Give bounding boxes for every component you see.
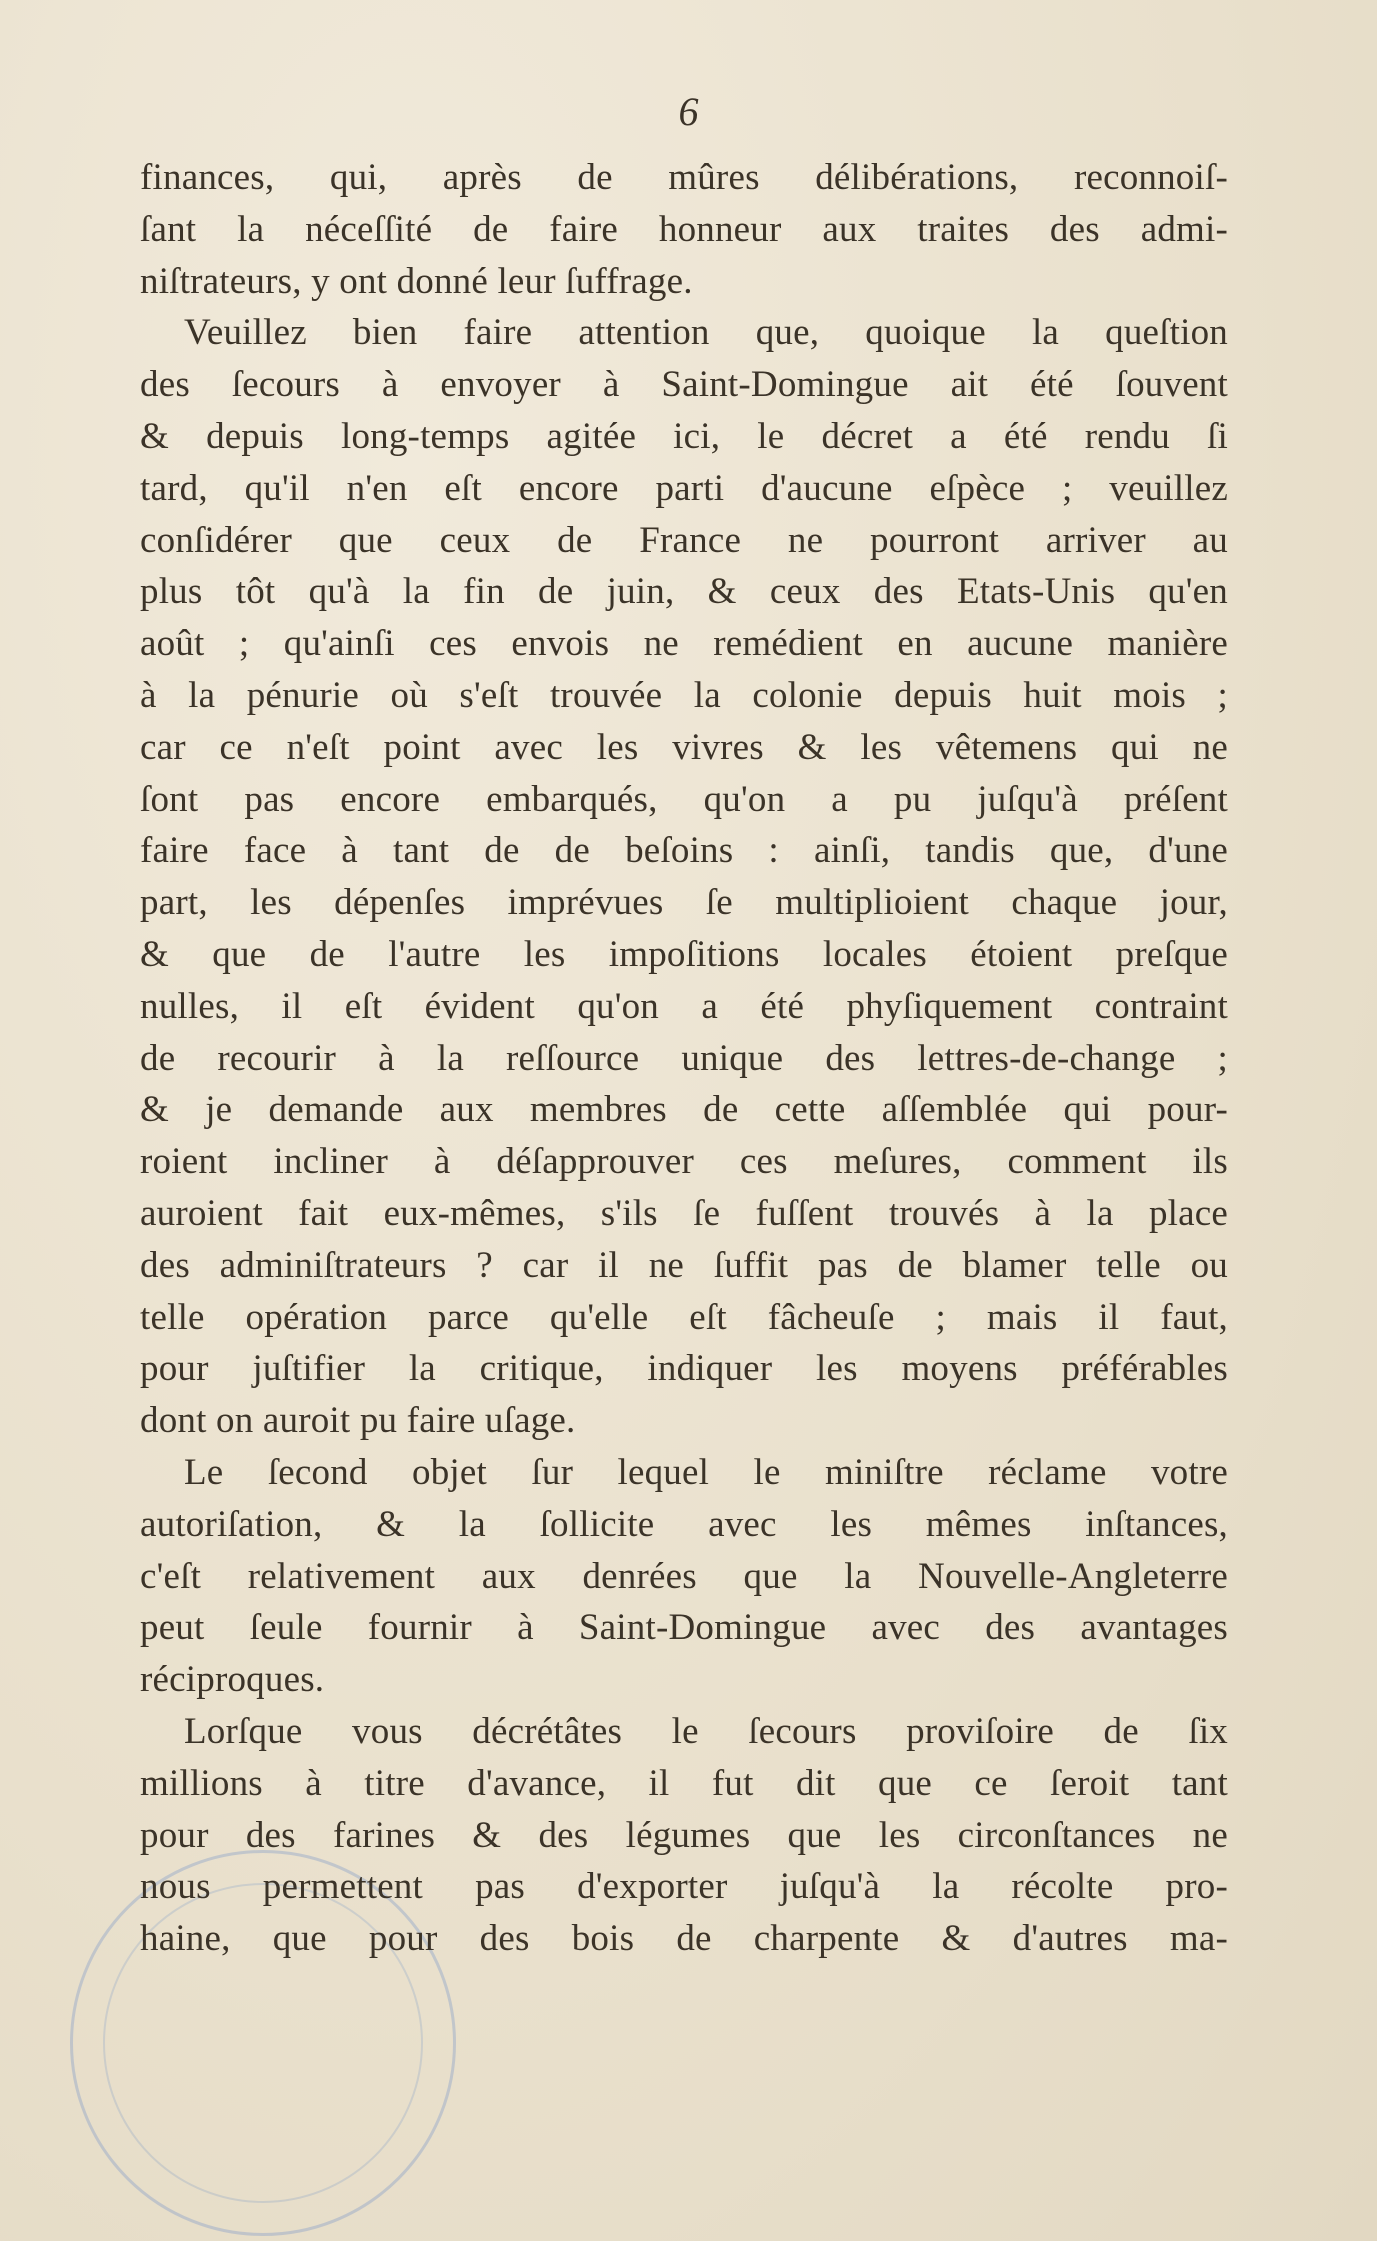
text-line: plus tôt qu'à la fin de juin, & ceux des Etats-Unis qu'en <box>140 571 1228 613</box>
text-line: nous permettent pas d'exporter juſqu'à la récolte pro- <box>140 1866 1228 1908</box>
text-line: part, les dépenſes imprévues ſe multiplioient chaque jour, <box>140 882 1228 924</box>
text-line: roient incliner à déſapprouver ces meſures, comment ils <box>140 1141 1228 1183</box>
text-line: & je demande aux membres de cette aſſemblée qui pour- <box>140 1089 1228 1131</box>
text-line: c'eſt relativement aux denrées que la Nouvelle-Angleterre <box>140 1555 1228 1597</box>
text-line: conſidérer que ceux de France ne pourront arriver au <box>140 519 1228 561</box>
text-line: Lorſque vous décrétâtes le ſecours proviſoire de ſix <box>184 1710 1228 1752</box>
text-line: ſant la néceſſité de faire honneur aux traites des admi- <box>140 208 1228 250</box>
text-line: telle opération parce qu'elle eſt fâcheuſe ; mais il faut, <box>140 1296 1228 1338</box>
text-line: août ; qu'ainſi ces envois ne remédient en aucune manière <box>140 623 1228 665</box>
text-line: des adminiſtrateurs ? car il ne ſuffit pas de blamer telle ou <box>140 1244 1228 1286</box>
text-line: réciproques. <box>140 1659 325 1701</box>
text-line: niſtrateurs, y ont donné leur ſuffrage. <box>140 260 693 302</box>
text-line: peut ſeule fournir à Saint-Domingue avec des avantages <box>140 1607 1228 1649</box>
body-text <box>140 152 1228 1965</box>
text-line: nulles, il eſt évident qu'on a été phyſiquement contraint <box>140 985 1228 1027</box>
text-line: auroient fait eux-mêmes, s'ils ſe fuſſent trouvés à la place <box>140 1192 1228 1234</box>
text-line: autoriſation, & la ſollicite avec les mêmes inſtances, <box>140 1503 1228 1545</box>
text-line: car ce n'eſt point avec les vivres & les vêtemens qui ne <box>140 726 1228 768</box>
text-line: dont on auroit pu faire uſage. <box>140 1400 576 1442</box>
text-line: tard, qu'il n'en eſt encore parti d'aucune eſpèce ; veuillez <box>140 467 1228 509</box>
text-line: à la pénurie où s'eſt trouvée la colonie depuis huit mois ; <box>140 674 1228 716</box>
text-line: ſont pas encore embarqués, qu'on a pu juſqu'à préſent <box>140 778 1228 820</box>
text-line: pour juſtifier la critique, indiquer les moyens préférables <box>140 1348 1228 1390</box>
text-line: de recourir à la reſſource unique des lettres-de-change ; <box>140 1037 1228 1079</box>
text-line: pour des farines & des légumes que les circonſtances ne <box>140 1814 1228 1856</box>
page-number: 6 <box>678 89 699 134</box>
text-line: Veuillez bien faire attention que, quoique la queſtion <box>184 312 1228 354</box>
text-line: & depuis long-temps agitée ici, le décret a été rendu ſi <box>140 415 1228 457</box>
text-line: Le ſecond objet ſur lequel le miniſtre réclame votre <box>184 1451 1228 1493</box>
text-line: faire face à tant de de beſoins : ainſi, tandis que, d'une <box>140 830 1228 872</box>
text-line: des ſecours à envoyer à Saint-Domingue ait été ſouvent <box>140 364 1228 406</box>
text-line: finances, qui, après de mûres délibérations, reconnoiſ- <box>140 157 1228 198</box>
text-line: haine, que pour des bois de charpente & d'autres ma- <box>140 1918 1228 1960</box>
text-line: & que de l'autre les impoſitions locales étoient preſque <box>140 933 1228 975</box>
text-line: millions à titre d'avance, il fut dit que ce ſeroit tant <box>140 1762 1228 1804</box>
